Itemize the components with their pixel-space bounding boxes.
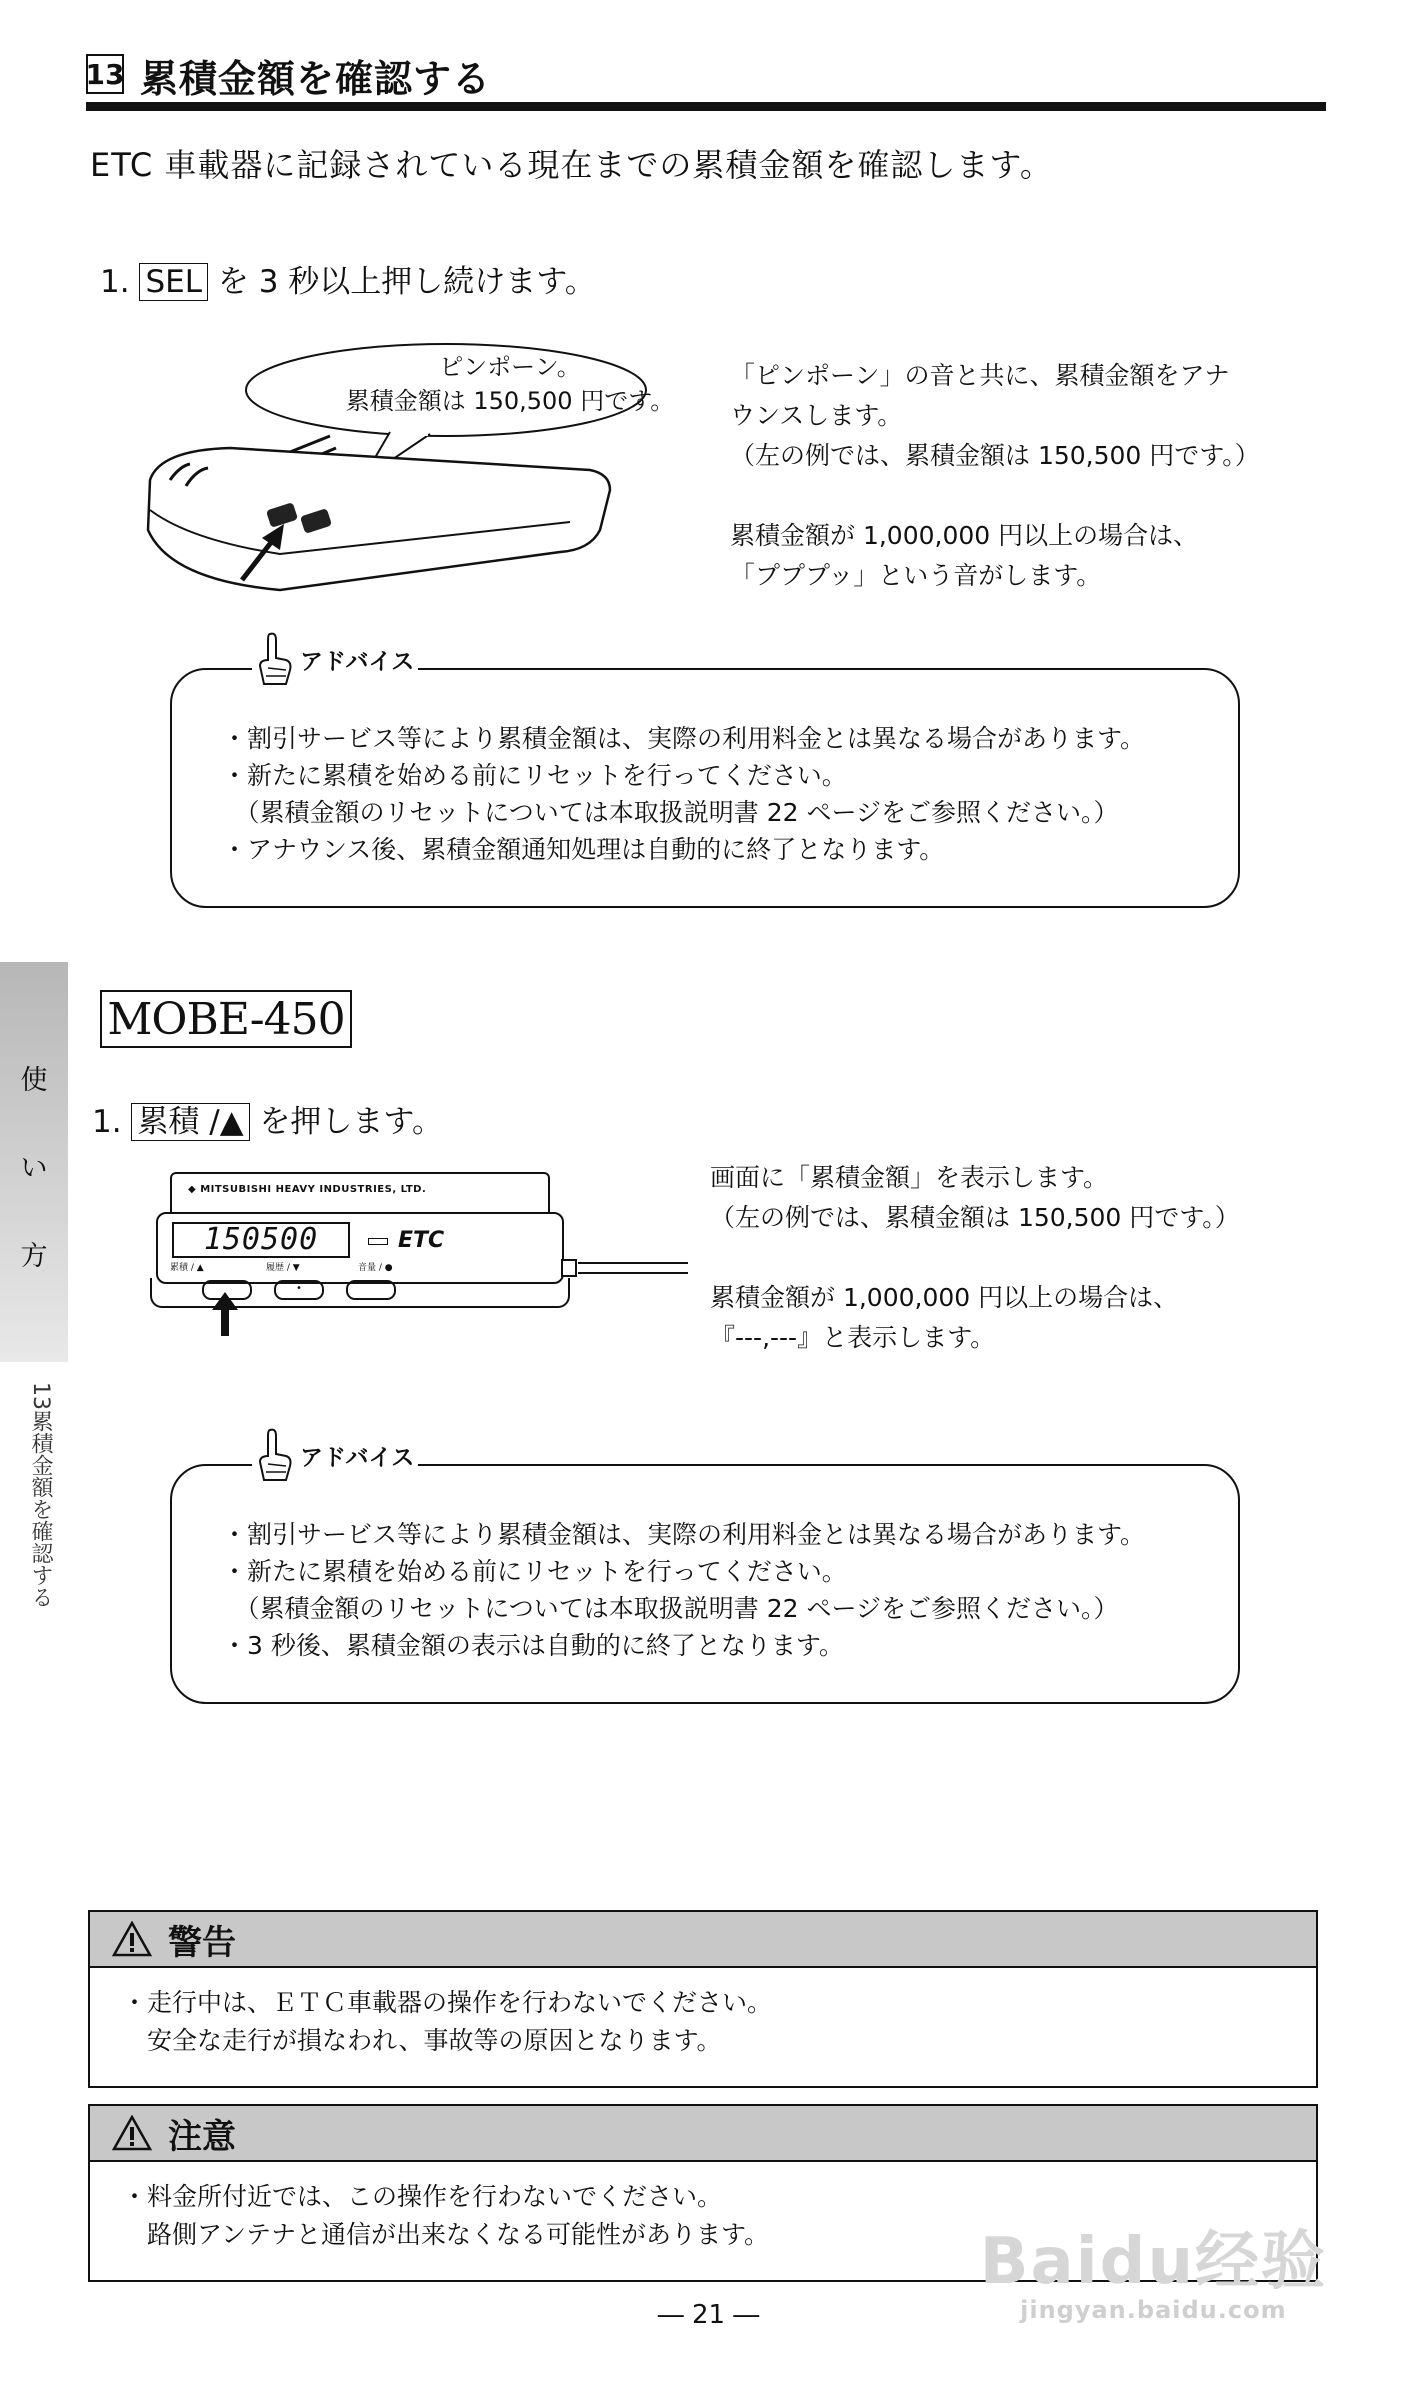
advice-item: （累積金額のリセットについては本取扱説明書 22 ページをご参照ください。） bbox=[222, 798, 1119, 827]
speech-bubble-text bbox=[340, 350, 680, 418]
volume-button-icon bbox=[346, 1280, 396, 1300]
desc-line: 「ピンポーン」の音と共に、累積金額をアナ bbox=[730, 361, 1230, 390]
warning-triangle-icon bbox=[112, 1921, 152, 1957]
device-etc-label: ETC bbox=[398, 1228, 445, 1253]
up-arrow-icon bbox=[210, 1292, 240, 1336]
warning-line: 安全な走行が損なわれ、事故等の原因となります。 bbox=[122, 2026, 722, 2055]
advice-title: アドバイス bbox=[300, 648, 415, 675]
sel-key-label: SEL bbox=[139, 263, 208, 301]
header-rule bbox=[86, 102, 1326, 111]
device-cable bbox=[578, 1262, 688, 1274]
advice-list bbox=[222, 720, 1145, 868]
mobe-device-illustration bbox=[150, 1172, 580, 1332]
side-tab bbox=[0, 962, 68, 1362]
pointing-hand-icon bbox=[256, 1426, 294, 1484]
desc-line: （左の例では、累積金額は 150,500 円です。） bbox=[730, 441, 1260, 470]
caution-header bbox=[90, 2106, 1316, 2162]
side-char: 使 bbox=[20, 1065, 48, 1096]
model-label: MOBE-450 bbox=[100, 990, 352, 1048]
advice-box-1 bbox=[170, 648, 1240, 908]
caution-title: 注意 bbox=[168, 2116, 236, 2157]
dash-icon bbox=[368, 1238, 388, 1245]
device-display: 150500 bbox=[172, 1222, 350, 1258]
bubble-line: 累積金額は 150,500 円です。 bbox=[345, 387, 675, 415]
section-number: 13 bbox=[86, 54, 124, 94]
warning-body bbox=[90, 1968, 1316, 2060]
pointing-hand-icon bbox=[256, 630, 294, 688]
desc-spacer bbox=[710, 1238, 1310, 1278]
desc-line: （左の例では、累積金額は 150,500 円です。） bbox=[710, 1203, 1240, 1232]
caution-line: ・料金所付近では、この操作を行わないでください。 bbox=[122, 2182, 723, 2211]
advice-item: （累積金額のリセットについては本取扱説明書 22 ページをご参照ください。） bbox=[222, 1594, 1119, 1623]
advice-label bbox=[252, 1426, 418, 1484]
step-number: 1. bbox=[100, 264, 130, 300]
advice-box-2 bbox=[170, 1444, 1240, 1704]
rireki-button-icon: • bbox=[274, 1280, 324, 1300]
side-char: い bbox=[20, 1153, 48, 1184]
part1-description bbox=[730, 356, 1330, 596]
watermark-sub: jingyan.baidu.com bbox=[1020, 2296, 1287, 2324]
mitsubishi-logo-icon: ◆ bbox=[188, 1184, 197, 1195]
step-number: 1. bbox=[92, 1104, 122, 1140]
step-sel bbox=[100, 256, 596, 301]
advice-list bbox=[222, 1516, 1145, 1664]
warning-line: ・走行中は、ＥＴＣ車載器の操作を行わないでください。 bbox=[122, 1988, 773, 2017]
section-header bbox=[86, 46, 1326, 106]
bubble-line: ピンポーン。 bbox=[439, 353, 581, 381]
device-brand: ◆ MITSUBISHI HEAVY INDUSTRIES, LTD. bbox=[188, 1184, 427, 1195]
device-body bbox=[156, 1212, 564, 1284]
desc-line: ウンスします。 bbox=[730, 401, 903, 430]
step-ruiseki bbox=[92, 1096, 443, 1141]
caution-line: 路側アンテナと通信が出来なくなる可能性があります。 bbox=[122, 2220, 770, 2249]
desc-line: 「プププッ」という音がします。 bbox=[730, 561, 1102, 590]
warning-title: 警告 bbox=[168, 1922, 236, 1963]
device-btn1-label: 累積 / ▲ bbox=[170, 1263, 204, 1273]
desc-line: 累積金額が 1,000,000 円以上の場合は、 bbox=[730, 521, 1199, 550]
caution-triangle-icon bbox=[112, 2115, 152, 2151]
page-number: ― 21 ― bbox=[657, 2300, 760, 2330]
device-btn3-label: 音量 / ● bbox=[358, 1263, 393, 1273]
desc-spacer bbox=[730, 476, 1330, 516]
baidu-watermark bbox=[980, 2210, 1327, 2324]
desc-line: 『---,---』と表示します。 bbox=[710, 1323, 996, 1352]
advice-item: ・アナウンス後、累積金額通知処理は自動的に終了となります。 bbox=[222, 835, 945, 864]
cable-joint-icon bbox=[560, 1258, 580, 1278]
ruiseki-key-label: 累積 /▲ bbox=[131, 1103, 249, 1141]
advice-item: ・割引サービス等により累積金額は、実際の利用料金とは異なる場合があります。 bbox=[222, 724, 1146, 753]
desc-line: 画面に「累積金額」を表示します。 bbox=[710, 1163, 1109, 1192]
advice-item: ・新たに累積を始める前にリセットを行ってください。 bbox=[222, 761, 847, 790]
advice-label bbox=[252, 630, 418, 688]
watermark-main: Baidu经验 bbox=[979, 2225, 1327, 2299]
section-title: 累積金額を確認する bbox=[140, 57, 492, 101]
warning-box bbox=[88, 1910, 1318, 2088]
intro-text: ETC 車載器に記録されている現在までの累積金額を確認します。 bbox=[90, 146, 1053, 184]
advice-item: ・新たに累積を始める前にリセットを行ってください。 bbox=[222, 1557, 847, 1586]
step-text: を押します。 bbox=[259, 1104, 443, 1140]
part2-description bbox=[710, 1158, 1310, 1358]
advice-title: アドバイス bbox=[300, 1444, 415, 1471]
device-btn2-label: 履歴 / ▼ bbox=[266, 1263, 300, 1273]
advice-item: ・割引サービス等により累積金額は、実際の利用料金とは異なる場合があります。 bbox=[222, 1520, 1146, 1549]
side-section-ref: 13累積金額を確認する bbox=[28, 1382, 53, 1608]
device-top-panel bbox=[170, 1172, 550, 1214]
side-char: 方 bbox=[20, 1241, 48, 1272]
step-text: を 3 秒以上押し続けます。 bbox=[217, 264, 596, 300]
desc-line: 累積金額が 1,000,000 円以上の場合は、 bbox=[710, 1283, 1179, 1312]
warning-header bbox=[90, 1912, 1316, 1968]
advice-item: ・3 秒後、累積金額の表示は自動的に終了となります。 bbox=[222, 1631, 844, 1660]
